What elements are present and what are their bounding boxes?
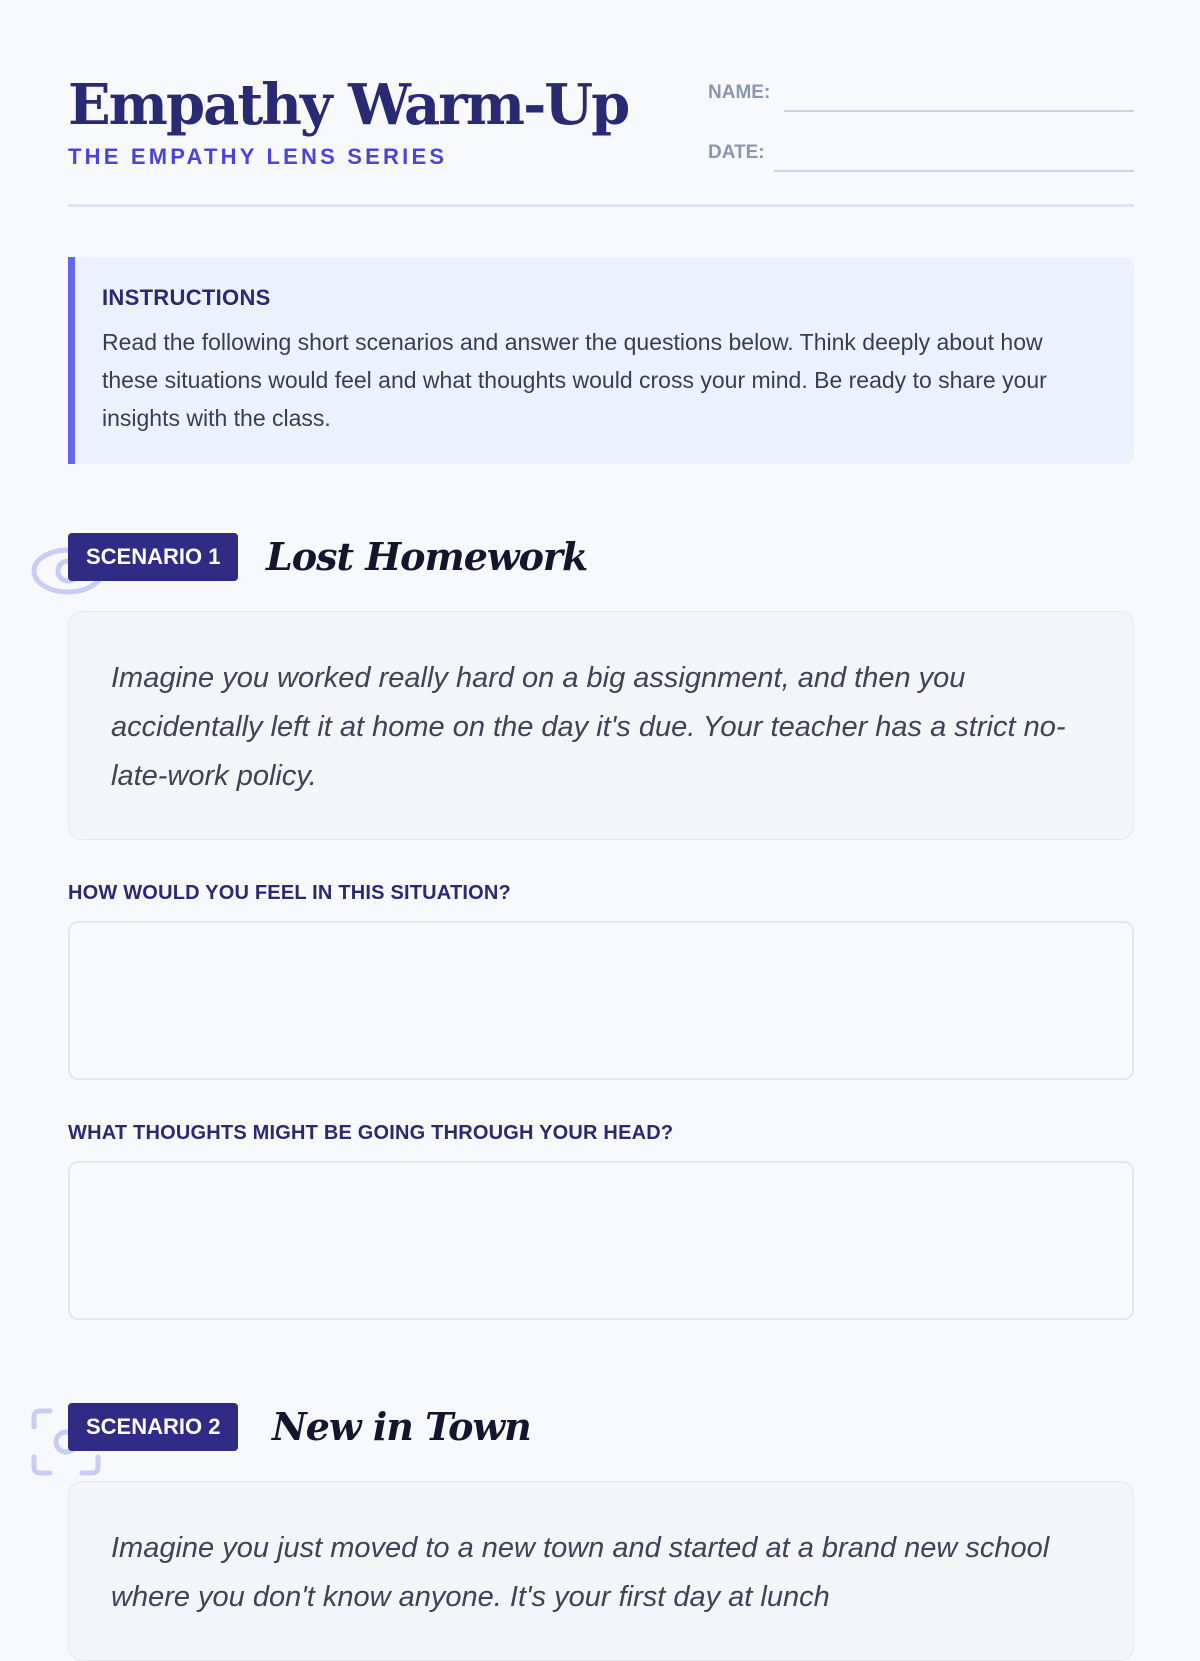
series-subtitle: THE EMPATHY LENS SERIES [68, 144, 448, 169]
scenario-2-title: New in Town [272, 1404, 531, 1449]
scenario-2-header [68, 1403, 1134, 1453]
date-label: DATE: [708, 142, 765, 163]
name-input[interactable] [784, 80, 1134, 112]
scenario-2-badge: SCENARIO 2 [68, 1403, 238, 1451]
worksheet-header [68, 68, 1134, 207]
scenario-1-badge: SCENARIO 1 [68, 533, 238, 581]
name-label: NAME: [708, 82, 771, 103]
date-input[interactable] [774, 140, 1134, 172]
scenario-2-story: Imagine you just moved to a new town and started at a brand new school where you don't know anyone. It's your first day at lunch [68, 1481, 1134, 1661]
scenario-1-title: Lost Homework [266, 534, 588, 579]
name-field [708, 78, 1134, 112]
worksheet-page [68, 0, 1134, 1613]
instructions-text: Read the following short scenarios and answer the questions below. Think deeply about how these situations would feel and what thoughts would cross your mind. Be ready to share your insights with the class. [102, 329, 1047, 431]
date-field [708, 138, 1134, 172]
instructions-box [68, 257, 1134, 464]
thoughts-answer-box[interactable] [68, 1161, 1134, 1320]
question-feel: HOW WOULD YOU FEEL IN THIS SITUATION? [68, 882, 511, 904]
scenario-1-story: Imagine you worked really hard on a big assignment, and then you accidentally left it at home on the day it's due. Your teacher has a strict no-late-work policy. [68, 611, 1134, 840]
instructions-title: INSTRUCTIONS [102, 285, 271, 310]
feel-answer-box[interactable] [68, 921, 1134, 1080]
scenario-1-header [68, 533, 1134, 583]
page-title: Empathy Warm-Up [68, 72, 629, 138]
question-thoughts: WHAT THOUGHTS MIGHT BE GOING THROUGH YOUR HEAD? [68, 1122, 674, 1144]
